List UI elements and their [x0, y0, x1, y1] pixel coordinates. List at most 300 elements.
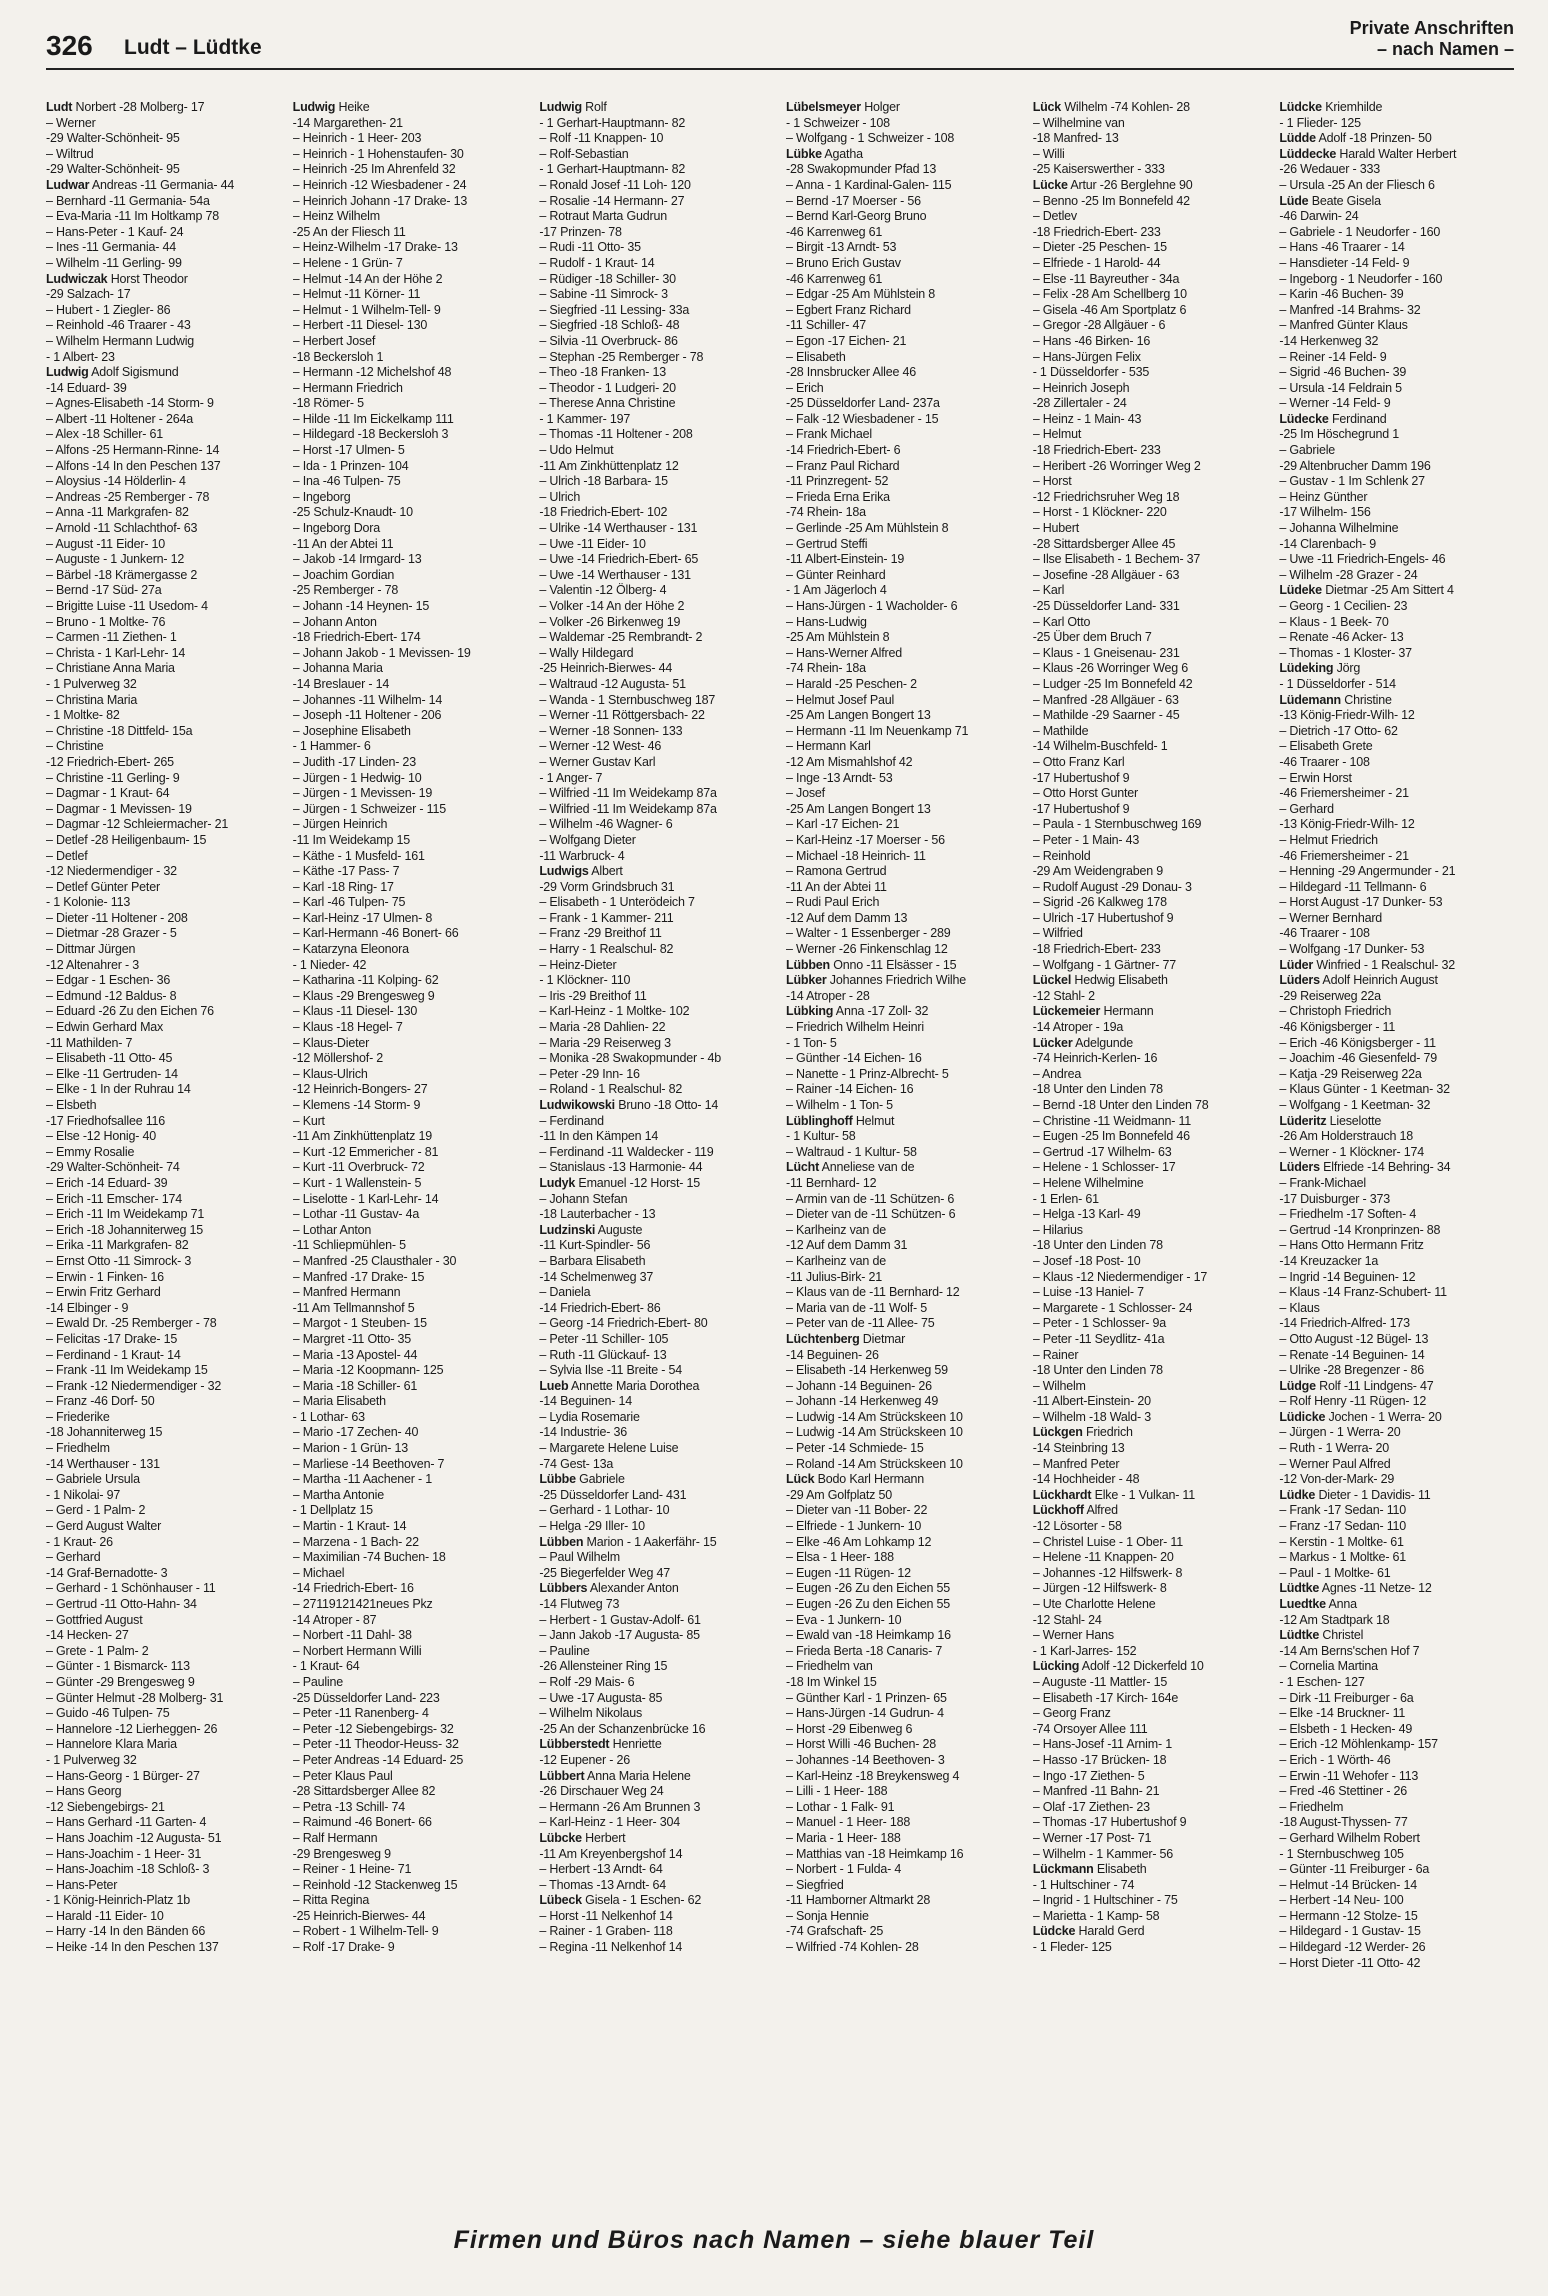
directory-entry [1033, 1223, 1268, 1239]
directory-entry [1033, 942, 1268, 958]
directory-entry [1033, 1847, 1268, 1863]
entry-text: – Raimund -46 Bonert- 66 [292, 1815, 432, 1830]
directory-entry [46, 1613, 281, 1629]
entry-text: – Luise -13 Haniel- 7 [1032, 1285, 1144, 1300]
directory-entry [1279, 1503, 1514, 1519]
entry-text: - 1 Fleder- 125 [1032, 1940, 1112, 1955]
directory-entry [539, 646, 774, 662]
directory-entry [786, 1722, 1021, 1738]
directory-entry [46, 802, 281, 818]
entry-text: – Hildegard -12 Werder- 26 [1279, 1940, 1426, 1955]
entry-text: – Maria Elisabeth [292, 1394, 386, 1409]
entry-text: – Rolf -17 Drake- 9 [292, 1940, 395, 1955]
entry-text: – Ludwig -14 Am Strückskeen 10 [786, 1409, 963, 1424]
directory-entry [786, 412, 1021, 428]
entry-text: – Heinrich - 1 Hohenstaufen- 30 [292, 146, 464, 161]
directory-entry [1033, 256, 1268, 272]
surname: Lück [786, 1472, 815, 1487]
entry-text: – Ute Charlotte Helene [1032, 1597, 1156, 1611]
directory-entry [1279, 1082, 1514, 1098]
directory-entry [46, 1082, 281, 1098]
entry-text: – Ingeborg Dora [292, 521, 381, 536]
directory-entry [46, 1332, 281, 1348]
entry-text: – Manfred -28 Allgäuer - 63 [1032, 692, 1179, 707]
entry-text: – Ida - 1 Prinzen- 104 [292, 458, 409, 473]
entry-text: – Ursula -25 An der Fliesch 6 [1279, 177, 1435, 192]
entry-text: Adolf -12 Dickerfeld 10 [1079, 1659, 1204, 1674]
entry-text: - 1 Kultur- 58 [786, 1129, 856, 1144]
entry-text: -14 Werthauser - 131 [46, 1456, 160, 1471]
entry-text: – Felicitas -17 Drake- 15 [46, 1331, 178, 1346]
entry-text: -18 Friedrich-Ebert- 174 [292, 630, 421, 645]
directory-entry [1033, 568, 1268, 584]
entry-text: -14 Clarenbach- 9 [1279, 536, 1377, 551]
directory-entry [786, 1316, 1021, 1332]
directory-entry [1279, 833, 1514, 849]
entry-text: -29 Salzach- 17 [46, 287, 131, 302]
entry-text: – Erika -11 Markgrafen- 82 [46, 1238, 189, 1253]
entry-text: - 1 Schweizer - 108 [786, 115, 890, 130]
directory-entry [539, 443, 774, 459]
entry-text: – Benno -25 Im Bonnefeld 42 [1032, 193, 1190, 208]
entry-text: -18 Unter den Linden 78 [1032, 1082, 1163, 1097]
entry-text: – Waltraud -12 Augusta- 51 [539, 676, 686, 691]
directory-entry [293, 334, 528, 350]
entry-text: Johannes Friedrich Wilhe [826, 973, 967, 988]
directory-entry [293, 1316, 528, 1332]
entry-text: – Maria van de -11 Wolf- 5 [786, 1300, 927, 1315]
entry-text: – Frieda Berta -18 Canaris- 7 [786, 1643, 943, 1658]
entry-text: – Karl-Heinz -17 Moerser - 56 [786, 832, 945, 847]
entry-text: – Karl-Hermann -46 Bonert- 66 [292, 926, 459, 941]
entry-text: Jörg [1333, 661, 1361, 676]
directory-entry [786, 178, 1021, 194]
directory-entry [1033, 1285, 1268, 1301]
directory-entry [46, 833, 281, 849]
directory-entry [1279, 1597, 1514, 1613]
entry-text: – Paul Wilhelm [539, 1550, 620, 1565]
directory-entry [46, 256, 281, 272]
entry-text: – 27119121421neues Pkz [292, 1597, 433, 1611]
directory-entry [293, 646, 528, 662]
directory-entry [539, 396, 774, 412]
directory-entry [786, 1847, 1021, 1863]
directory-entry [539, 1316, 774, 1332]
entry-text: – Frank -11 Im Weidekamp 15 [46, 1363, 208, 1378]
entry-text: – Peter - 1 Main- 43 [1032, 832, 1140, 847]
directory-entry [46, 334, 281, 350]
entry-text: – Peter - 1 Schlosser- 9a [1032, 1316, 1166, 1331]
entry-text: – Elsa - 1 Heer- 188 [786, 1550, 894, 1565]
directory-entry [1033, 1129, 1268, 1145]
entry-text: – Hans-Jürgen -14 Gudrun- 4 [786, 1706, 944, 1721]
entry-text: -18 Friedrich-Ebert- 102 [539, 505, 668, 520]
entry-text: – Hannelore -12 Lierheggen- 26 [46, 1721, 218, 1736]
entry-text: – Marliese -14 Beethoven- 7 [292, 1456, 445, 1471]
directory-entry [46, 272, 281, 288]
directory-entry [539, 1815, 774, 1831]
entry-text: -74 Grafschaft- 25 [786, 1924, 884, 1939]
entry-text: – Wolfgang - 1 Gärtner- 77 [1032, 957, 1176, 972]
directory-entry [1279, 505, 1514, 521]
directory-entry [1033, 1114, 1268, 1130]
entry-text: – Harry - 1 Realschul- 82 [539, 942, 674, 957]
entry-text: -14 Breslauer - 14 [292, 676, 390, 691]
entry-text: – Eva - 1 Junkern- 10 [786, 1612, 902, 1627]
entry-text: – Christine [46, 739, 104, 754]
directory-entry [1279, 178, 1514, 194]
directory-entry [1279, 1535, 1514, 1551]
directory-entry [1279, 1893, 1514, 1909]
entry-text: -17 Prinzen- 78 [539, 224, 622, 239]
directory-entry [46, 599, 281, 615]
directory-entry [539, 1176, 774, 1192]
entry-text: – Martin - 1 Kraut- 14 [292, 1519, 407, 1534]
directory-entry [786, 521, 1021, 537]
directory-entry [1279, 396, 1514, 412]
entry-text: – Maximilian -74 Buchen- 18 [292, 1550, 446, 1565]
directory-entry [1279, 1878, 1514, 1894]
surname: Lüchtenberg [786, 1331, 860, 1346]
directory-entry [786, 459, 1021, 475]
entry-text: – Eugen -26 Zu den Eichen 55 [786, 1581, 950, 1596]
directory-entry [46, 958, 281, 974]
entry-text: – Mathilde -29 Saarner - 45 [1032, 708, 1180, 723]
entry-text: – Hermann -12 Michelshof 48 [292, 365, 452, 380]
entry-text: – Siegfried [786, 1877, 844, 1892]
directory-entry [293, 318, 528, 334]
directory-entry [1279, 677, 1514, 693]
directory-entry [1279, 583, 1514, 599]
entry-text: -11 An der Abtei 11 [292, 536, 394, 551]
entry-text: – Hans-Georg - 1 Bürger- 27 [46, 1768, 200, 1783]
directory-entry [786, 1769, 1021, 1785]
entry-text: -26 Allensteiner Ring 15 [539, 1659, 668, 1674]
directory-entry [1279, 303, 1514, 319]
directory-entry [1033, 1769, 1268, 1785]
directory-entry [293, 1722, 528, 1738]
entry-text: – Helmut Josef Paul [786, 692, 895, 707]
entry-text: -13 König-Friedr-Wilh- 12 [1279, 708, 1415, 723]
entry-text: – Friedhelm -17 Soften- 4 [1279, 1207, 1417, 1222]
directory-entry [539, 864, 774, 880]
directory-entry [1279, 194, 1514, 210]
directory-entry [293, 1223, 528, 1239]
directory-entry [786, 1581, 1021, 1597]
entry-text: – Gerhard [46, 1550, 101, 1565]
directory-entry [1279, 1862, 1514, 1878]
directory-entry [293, 1800, 528, 1816]
entry-text: Helmut [852, 1113, 895, 1128]
directory-entry [1033, 833, 1268, 849]
entry-text: – Udo Helmut [539, 443, 614, 458]
surname: Lüdecke [1279, 411, 1329, 426]
directory-entry [1033, 1270, 1268, 1286]
directory-entry [46, 1254, 281, 1270]
surname: Lüdtke [1279, 1628, 1320, 1643]
directory-entry [293, 1659, 528, 1675]
directory-entry [539, 194, 774, 210]
entry-text: -17 Wilhelm- 156 [1279, 505, 1371, 520]
directory-entry [786, 240, 1021, 256]
entry-text: – Hans-Jürgen - 1 Wacholder- 6 [786, 599, 958, 613]
entry-text: – Helga -29 Iller- 10 [539, 1519, 645, 1534]
entry-text: – Hans -46 Traarer - 14 [1279, 240, 1405, 255]
entry-text: – Maria -28 Dahlien- 22 [539, 1020, 666, 1035]
directory-entry [46, 552, 281, 568]
directory-entry [1033, 162, 1268, 178]
entry-text: – Klaus van de -11 Bernhard- 12 [786, 1285, 960, 1300]
directory-entry [786, 849, 1021, 865]
entry-text: -14 Steinbring 13 [1032, 1441, 1125, 1456]
directory-entry [539, 256, 774, 272]
entry-text: – Hans -46 Birken- 16 [1032, 333, 1151, 348]
directory-entry [786, 1675, 1021, 1691]
directory-entry [1279, 1847, 1514, 1863]
directory-entry [293, 1332, 528, 1348]
directory-entry [1033, 1503, 1268, 1519]
directory-entry [46, 194, 281, 210]
directory-entry [1033, 583, 1268, 599]
directory-entry [293, 1878, 528, 1894]
directory-entry [293, 1394, 528, 1410]
entry-text: – Karin -46 Buchen- 39 [1279, 287, 1404, 302]
directory-entry [293, 1004, 528, 1020]
entry-text: – Bärbel -18 Krämergasse 2 [46, 567, 198, 582]
directory-entry [539, 849, 774, 865]
entry-text: – Günther Karl - 1 Prinzen- 65 [786, 1690, 947, 1705]
directory-entry [46, 1737, 281, 1753]
entry-text: – Rudi -11 Otto- 35 [539, 240, 641, 255]
directory-entry [46, 1472, 281, 1488]
entry-text: -14 Friedrich-Alfred- 173 [1279, 1316, 1410, 1331]
directory-entry [786, 1379, 1021, 1395]
directory-entry [539, 318, 774, 334]
surname: Lüdicke [1279, 1409, 1326, 1424]
entry-text: – Elisabeth -14 Herkenweg 59 [786, 1363, 948, 1378]
directory-entry [786, 1503, 1021, 1519]
directory-entry [786, 1893, 1021, 1909]
directory-entry [786, 1410, 1021, 1426]
entry-text: -18 Friedrich-Ebert- 233 [1032, 942, 1161, 957]
entry-text: – Gertrud Steffi [786, 536, 868, 551]
directory-entry [539, 287, 774, 303]
entry-text: – Eugen -11 Rügen- 12 [786, 1565, 911, 1580]
entry-text: – Karl -18 Ring- 17 [292, 879, 394, 894]
entry-text: – Johann -14 Herkenweg 49 [786, 1394, 939, 1409]
directory-entry [786, 505, 1021, 521]
directory-entry [539, 1238, 774, 1254]
entry-text: -46 Traarer - 108 [1279, 754, 1370, 769]
directory-entry [1279, 1706, 1514, 1722]
directory-entry [293, 100, 528, 116]
entry-text: – Klaus -11 Diesel- 130 [292, 1004, 418, 1019]
entry-text: – Elke - 1 In der Ruhrau 14 [46, 1082, 191, 1097]
directory-entry [46, 1457, 281, 1473]
directory-entry [46, 1800, 281, 1816]
entry-text: – Friedhelm van [786, 1659, 873, 1674]
entry-text: – Wilfried -11 Im Weidekamp 87a [539, 801, 717, 816]
entry-text: -25 Am Langen Bongert 13 [786, 801, 931, 816]
entry-text: Dieter - 1 Davidis- 11 [1315, 1487, 1431, 1502]
directory-entry [786, 1285, 1021, 1301]
directory-entry [539, 1067, 774, 1083]
directory-entry [539, 771, 774, 787]
surname: Lüdeking [1279, 661, 1334, 676]
directory-entry [1279, 1379, 1514, 1395]
section-title-line1: Private Anschriften [1349, 18, 1514, 38]
directory-entry [293, 162, 528, 178]
directory-entry [46, 209, 281, 225]
entry-text: -29 Am Weidengraben 9 [1032, 864, 1164, 879]
entry-text: – Heinrich - 1 Heer- 203 [292, 131, 422, 146]
directory-entry [1033, 1535, 1268, 1551]
surname: Lüdtke [1279, 1581, 1320, 1596]
directory-entry [1279, 693, 1514, 709]
surname: Lüblinghoff [786, 1113, 853, 1128]
surname: Lübbe [539, 1472, 576, 1487]
entry-text: – Silvia -11 Overbruck- 86 [539, 333, 678, 348]
entry-text: – Wilhelm - 1 Ton- 5 [786, 1098, 893, 1112]
directory-entry [46, 1176, 281, 1192]
entry-text: – Frank-Michael [1279, 1175, 1366, 1190]
directory-entry [1279, 459, 1514, 475]
entry-text: -11 Prinzregent- 52 [786, 474, 889, 489]
directory-entry [46, 708, 281, 724]
directory-entry [46, 131, 281, 147]
entry-text: -12 Altenahrer - 3 [46, 957, 139, 972]
entry-text: – Gerhard - 1 Lothar- 10 [539, 1503, 670, 1518]
directory-entry [1033, 412, 1268, 428]
entry-text: – Ramona Gertrud [786, 864, 887, 879]
entry-text: – Peter van de -11 Allee- 75 [786, 1316, 935, 1331]
directory-entry [293, 724, 528, 740]
directory-entry [539, 1800, 774, 1816]
directory-entry [1279, 474, 1514, 490]
entry-text: – Ferdinand - 1 Kraut- 14 [46, 1347, 181, 1362]
directory-entry [786, 318, 1021, 334]
directory-entry [1033, 209, 1268, 225]
entry-text: – Elisabeth -11 Otto- 45 [46, 1051, 173, 1066]
directory-entry [539, 1550, 774, 1566]
directory-entry [293, 1082, 528, 1098]
entry-text: Hedwig Elisabeth [1071, 973, 1168, 988]
entry-text: – Friedrich Wilhelm Heinri [786, 1020, 924, 1035]
directory-entry [293, 1815, 528, 1831]
entry-text: – Rotraut Marta Gudrun [539, 209, 667, 224]
entry-text: – Werner - 1 Klöckner- 174 [1279, 1144, 1424, 1159]
directory-entry [1033, 1831, 1268, 1847]
entry-text: – Hilde -11 Im Eickelkamp 111 [292, 411, 454, 426]
entry-text: – Ines -11 Germania- 44 [46, 240, 176, 255]
entry-text: – Thomas -17 Hubertushof 9 [1032, 1815, 1187, 1830]
entry-text: – Falk -12 Wiesbadener - 15 [786, 411, 939, 426]
directory-entry [1279, 1550, 1514, 1566]
entry-text: – Peter Klaus Paul [292, 1768, 393, 1783]
entry-text: – Norbert Hermann Willi [292, 1643, 422, 1658]
entry-text: -25 Im Höschegrund 1 [1279, 427, 1400, 442]
directory-entry [1279, 1004, 1514, 1020]
directory-entry [293, 895, 528, 911]
directory-entry [293, 1940, 528, 1956]
entry-text: – Waltraud - 1 Kultur- 58 [786, 1144, 917, 1159]
directory-entry [1279, 1332, 1514, 1348]
entry-text: Emanuel -12 Horst- 15 [575, 1175, 700, 1190]
entry-text: – Johannes -11 Wilhelm- 14 [292, 692, 443, 707]
directory-entry [1033, 1145, 1268, 1161]
entry-text: – Hubert - 1 Ziegler- 86 [46, 302, 171, 317]
directory-entry [786, 864, 1021, 880]
entry-text: Christel [1319, 1628, 1364, 1643]
directory-entry [293, 1597, 528, 1613]
directory-entry [786, 1332, 1021, 1348]
entry-text: – Bernd -17 Süd- 27a [46, 583, 162, 598]
directory-entry [293, 1441, 528, 1457]
directory-entry [46, 1503, 281, 1519]
directory-entry [46, 1675, 281, 1691]
entry-text: – Erwin Fritz Gerhard [46, 1285, 161, 1300]
directory-entry [786, 116, 1021, 132]
entry-text: – Klaus-Ulrich [292, 1066, 368, 1081]
directory-entry [1279, 911, 1514, 927]
directory-entry [539, 365, 774, 381]
directory-entry [1033, 1332, 1268, 1348]
surname: Lück [1032, 100, 1062, 114]
entry-text: – Felix -28 Am Schellberg 10 [1032, 287, 1187, 302]
entry-text: -17 Hubertushof 9 [1032, 801, 1130, 816]
surname: Lüders [1279, 973, 1320, 988]
directory-entry [1279, 568, 1514, 584]
entry-text: – Erich -46 Königsberger - 11 [1279, 1035, 1436, 1050]
surname: Lüdcke [1032, 1924, 1076, 1939]
directory-entry [46, 521, 281, 537]
entry-text: – Günter -29 Brengesweg 9 [46, 1674, 195, 1689]
entry-text: – Heribert -26 Worringer Weg 2 [1032, 458, 1201, 473]
entry-text: – Heinrich Johann -17 Drake- 13 [292, 193, 468, 208]
directory-entry [46, 474, 281, 490]
entry-text: – Valentin -12 Ölberg- 4 [539, 583, 667, 598]
entry-text: – Birgit -13 Arndt- 53 [786, 240, 897, 255]
entry-text: – Manfred -17 Drake- 15 [292, 1269, 425, 1284]
directory-entry [1279, 880, 1514, 896]
directory-entry [539, 1410, 774, 1426]
entry-text: – Theodor - 1 Ludgeri- 20 [539, 380, 676, 395]
directory-entry [46, 1924, 281, 1940]
directory-entry [1033, 1067, 1268, 1083]
entry-text: -18 Friedrich-Ebert- 233 [1032, 443, 1161, 458]
directory-entry [1279, 1784, 1514, 1800]
directory-entry [539, 817, 774, 833]
directory-entry [786, 739, 1021, 755]
directory-entry [293, 1285, 528, 1301]
entry-text: -14 Friedrich-Ebert- 16 [292, 1581, 414, 1596]
directory-entry [293, 412, 528, 428]
entry-text: – Erich -18 Johanniterweg 15 [46, 1222, 203, 1237]
entry-text: – Rudolf August -29 Donau- 3 [1032, 879, 1192, 894]
directory-entry [786, 755, 1021, 771]
directory-entry [1279, 1223, 1514, 1239]
directory-entry [46, 1644, 281, 1660]
directory-entry [1279, 1316, 1514, 1332]
entry-text: – Rüdiger -18 Schiller- 30 [539, 271, 676, 286]
directory-entry [46, 1862, 281, 1878]
directory-entry [1033, 1394, 1268, 1410]
entry-text: – Eduard -26 Zu den Eichen 76 [46, 1004, 214, 1019]
directory-entry [786, 1238, 1021, 1254]
surname: Lüdge [1279, 1378, 1316, 1393]
directory-entry [293, 147, 528, 163]
directory-entry [1033, 1909, 1268, 1925]
